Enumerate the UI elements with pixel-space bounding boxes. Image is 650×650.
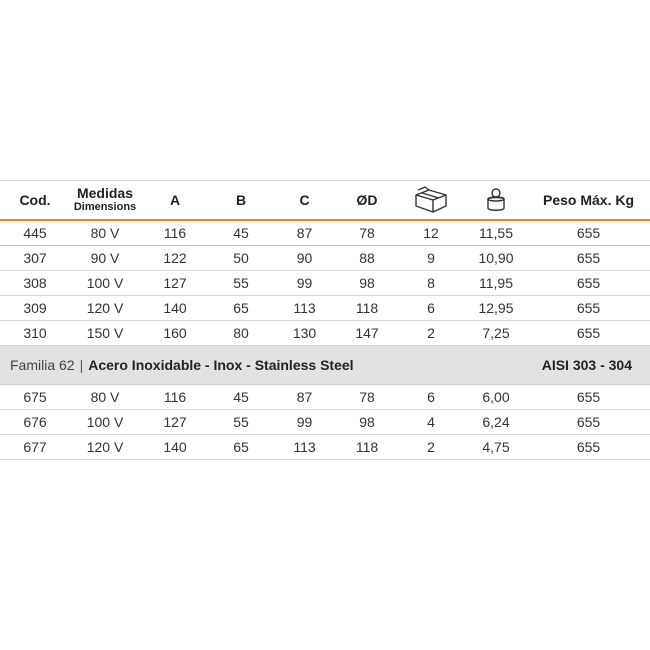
weight-icon: [465, 186, 527, 214]
cell-cod: 308: [23, 275, 47, 291]
cell-peso: 655: [576, 389, 601, 405]
cell-medida: 80 V: [90, 225, 120, 241]
cell-d: 147: [355, 325, 379, 341]
header-medidas-label: Medidas: [76, 185, 133, 201]
cell-d: 118: [355, 439, 379, 455]
cell-b: 45: [233, 389, 249, 405]
cell-a: 122: [163, 250, 187, 266]
table-row: [0, 296, 650, 321]
cell-peso: 655: [576, 414, 601, 430]
cell-b: 55: [233, 414, 249, 430]
header-dimensions-label: Dimensions: [73, 201, 137, 213]
cell-a: 116: [163, 389, 187, 405]
cell-weight: 6,24: [482, 414, 510, 430]
cell-medida: 120 V: [86, 439, 124, 455]
cell-a: 140: [163, 439, 187, 455]
header-a: A: [169, 192, 181, 208]
cell-c: 90: [296, 250, 313, 266]
cell-a: 116: [163, 225, 187, 241]
cell-cod: 309: [23, 300, 47, 316]
cell-peso: 655: [576, 439, 601, 455]
table-row: [0, 271, 650, 296]
table-row: [0, 385, 650, 410]
cell-b: 50: [233, 250, 249, 266]
cell-weight: 10,90: [478, 250, 514, 266]
cell-medida: 100 V: [86, 275, 124, 291]
cell-a: 140: [163, 300, 187, 316]
family-grade: AISI 303 - 304: [541, 357, 632, 373]
header-b: B: [235, 192, 247, 208]
cell-cod: 675: [23, 389, 47, 405]
cell-qty: 8: [427, 275, 435, 291]
cell-medida: 90 V: [90, 250, 120, 266]
product-table: [0, 180, 650, 460]
cell-qty: 9: [427, 250, 435, 266]
cell-c: 87: [296, 389, 313, 405]
cell-peso: 655: [576, 325, 601, 341]
cell-a: 160: [163, 325, 187, 341]
family-label: Familia 62: [10, 357, 75, 373]
family-band: [0, 346, 650, 385]
group2-rows: [0, 385, 650, 460]
cell-medida: 100 V: [86, 414, 124, 430]
header-c: C: [299, 192, 310, 208]
cell-c: 99: [296, 414, 313, 430]
cell-b: 55: [233, 275, 249, 291]
cell-cod: 307: [23, 250, 47, 266]
cell-weight: 11,55: [479, 225, 513, 241]
cell-d: 88: [359, 250, 375, 266]
cell-b: 65: [233, 300, 249, 316]
family-separator: |: [79, 357, 84, 373]
cell-qty: 6: [427, 389, 435, 405]
cell-qty: 2: [427, 439, 435, 455]
cell-medida: 120 V: [86, 300, 124, 316]
cell-a: 127: [163, 414, 187, 430]
table-row: [0, 321, 650, 346]
cell-weight: 7,25: [482, 325, 510, 341]
cell-weight: 4,75: [482, 439, 510, 455]
cell-peso: 655: [576, 300, 601, 316]
cell-c: 99: [296, 275, 313, 291]
cell-b: 80: [233, 325, 249, 341]
header-peso: Peso Máx. Kg: [542, 192, 635, 208]
cell-d: 118: [355, 300, 379, 316]
cell-cod: 677: [23, 439, 47, 455]
header-d: ØD: [356, 192, 378, 208]
cell-medida: 150 V: [86, 325, 124, 341]
cell-qty: 4: [427, 414, 435, 430]
cell-weight: 12,95: [478, 300, 514, 316]
cell-d: 78: [359, 389, 375, 405]
cell-b: 45: [233, 225, 249, 241]
cell-weight: 6,00: [482, 389, 510, 405]
cell-qty: 2: [427, 325, 435, 341]
cell-d: 98: [359, 414, 375, 430]
cell-c: 113: [293, 300, 316, 316]
table-row: [0, 246, 650, 271]
table-row: [0, 435, 650, 460]
group1-rows: [0, 221, 650, 346]
header-medidas: [70, 186, 140, 214]
header-cod: Cod.: [19, 192, 51, 208]
cell-d: 98: [359, 275, 375, 291]
cell-peso: 655: [576, 250, 601, 266]
cell-qty: 12: [423, 225, 439, 241]
cell-c: 87: [296, 225, 313, 241]
cell-a: 127: [163, 275, 187, 291]
family-title: Acero Inoxidable - Inox - Stainless Steel: [88, 357, 354, 373]
cell-peso: 655: [576, 275, 601, 291]
cell-medida: 80 V: [90, 389, 120, 405]
cell-cod: 310: [23, 325, 47, 341]
table-row: [0, 221, 650, 246]
box-icon: [397, 186, 465, 214]
cell-cod: 445: [23, 225, 47, 241]
table-header: [0, 180, 650, 221]
cell-cod: 676: [23, 414, 47, 430]
cell-c: 113: [293, 439, 316, 455]
cell-qty: 6: [427, 300, 435, 316]
cell-weight: 11,95: [479, 275, 513, 291]
cell-d: 78: [359, 225, 375, 241]
cell-b: 65: [233, 439, 249, 455]
table-row: [0, 410, 650, 435]
cell-c: 130: [292, 325, 317, 341]
cell-peso: 655: [576, 225, 601, 241]
